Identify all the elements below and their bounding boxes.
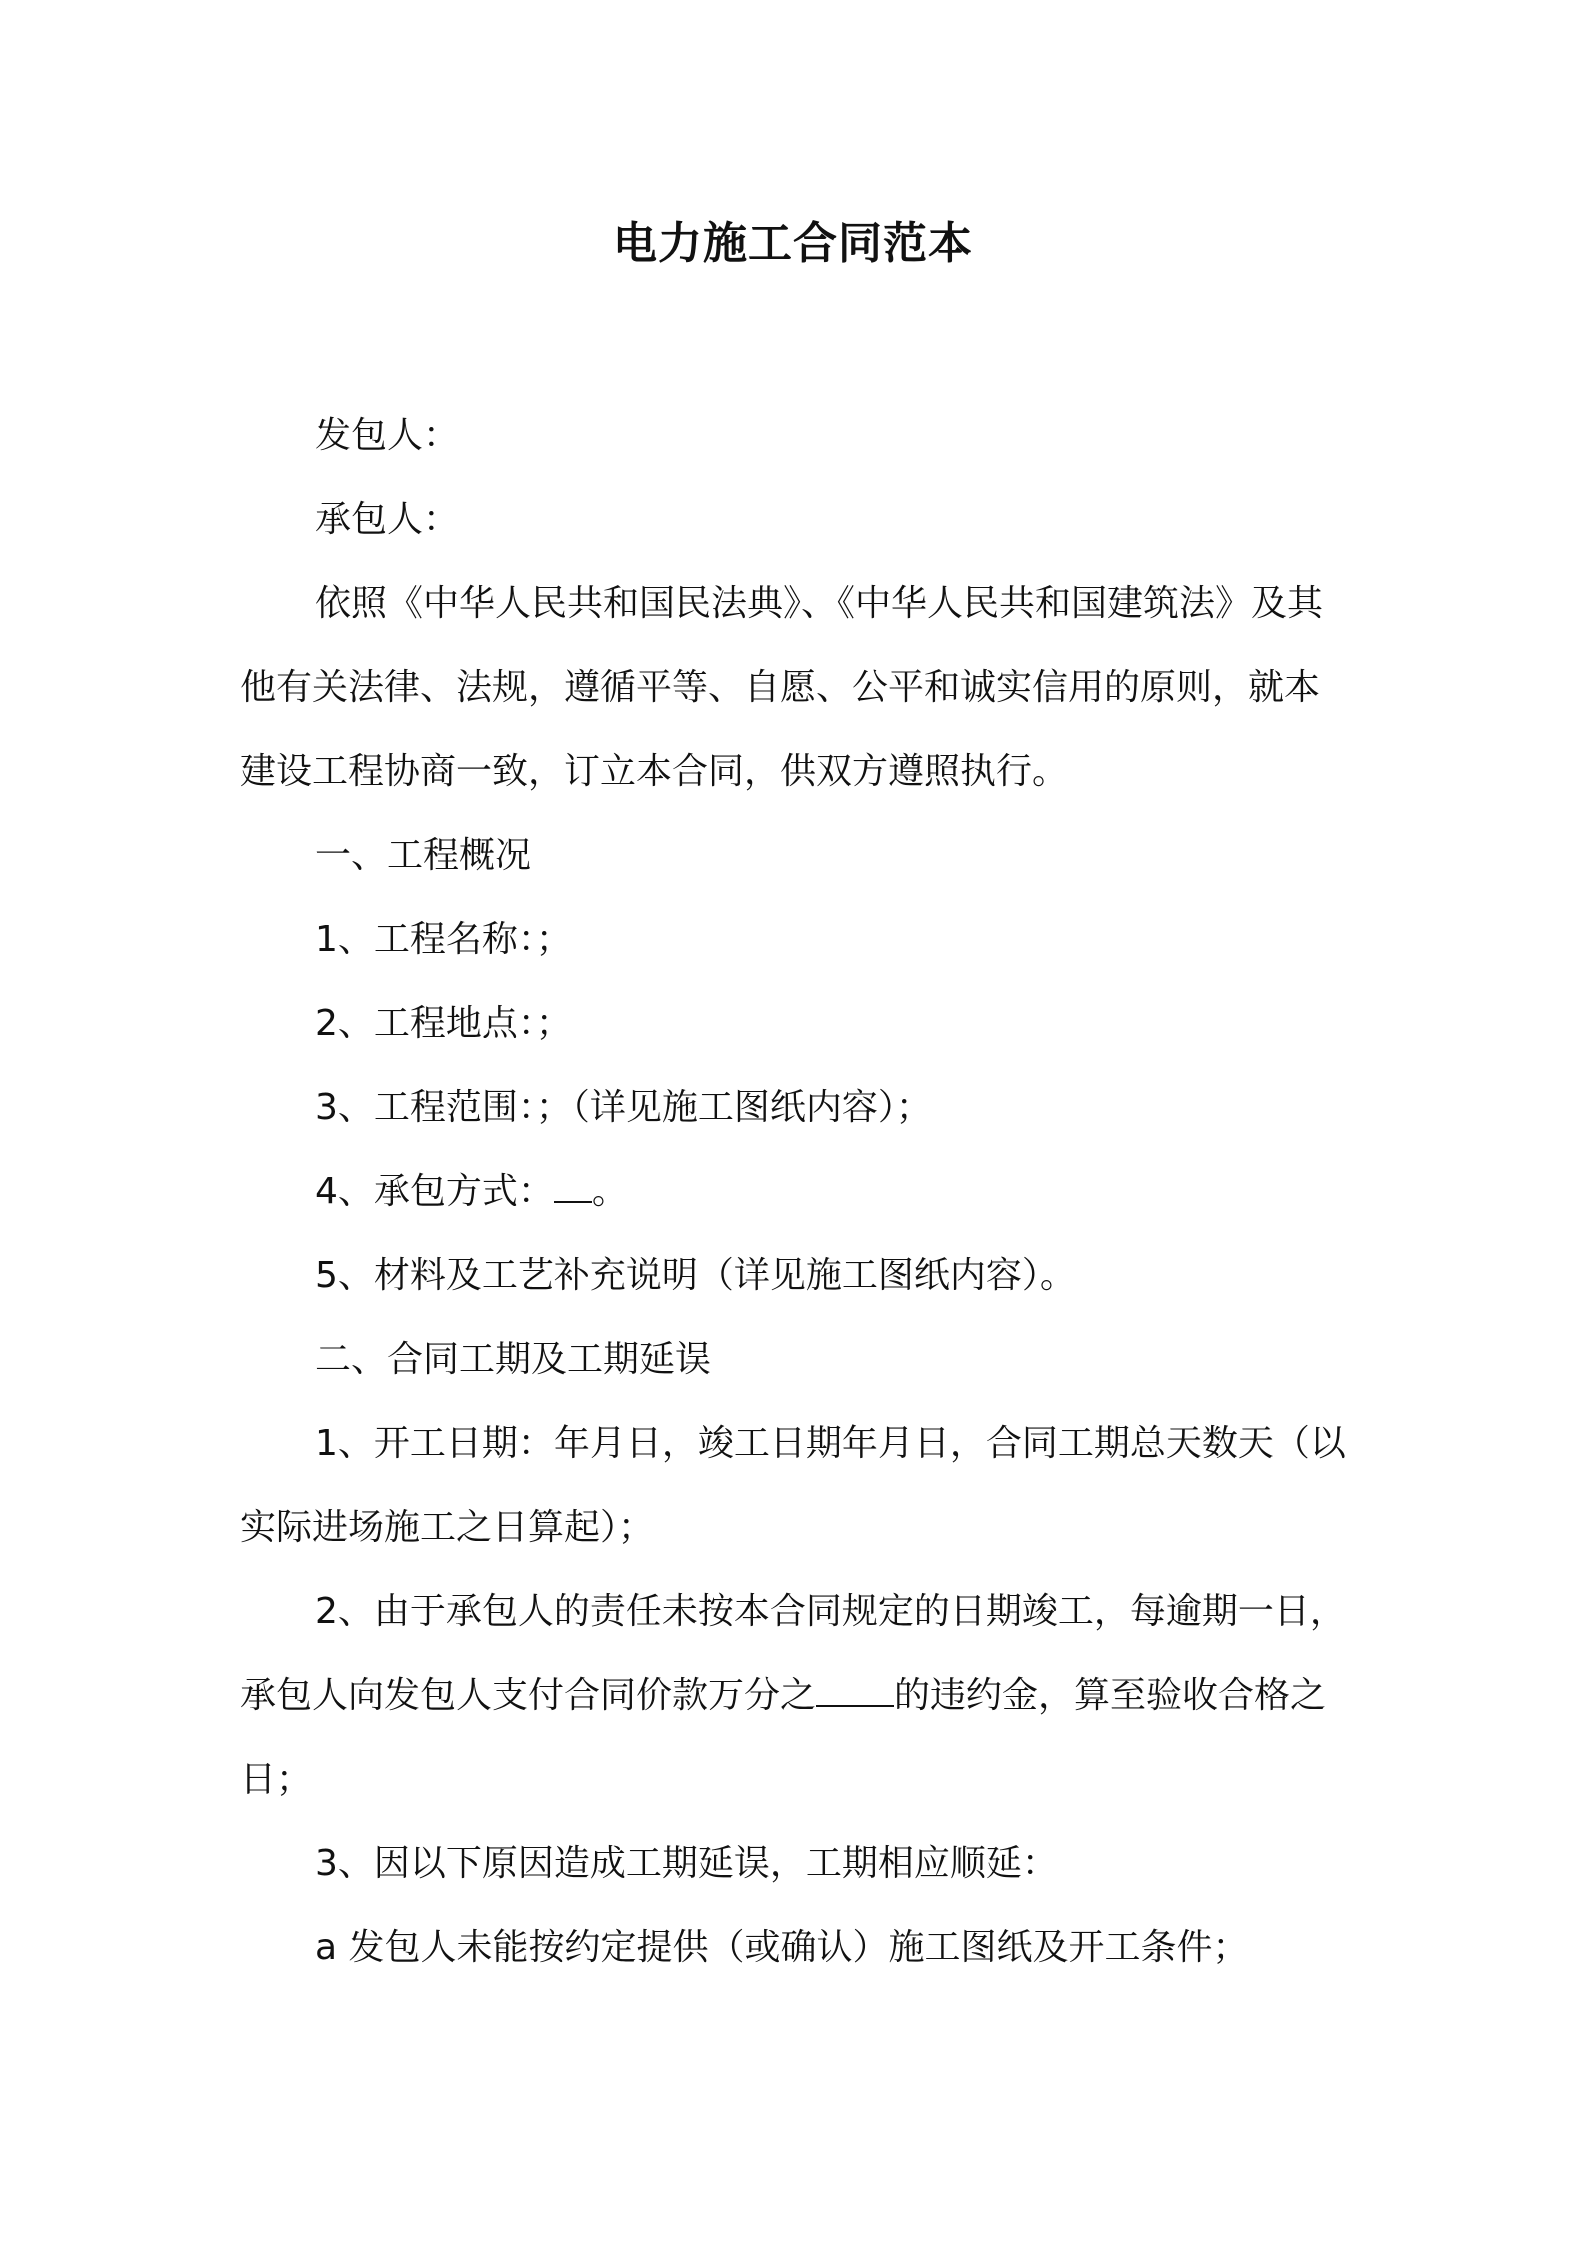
section1-item-contract-method <box>240 1150 1350 1234</box>
section1-heading: 一、工程概况 <box>315 835 532 876</box>
section2-heading: 二、合同工期及工期延误 <box>315 1339 712 1380</box>
section2-item-delay-causes: 3、因以下原因造成工期延误，工期相应顺延： <box>315 1843 1058 1884</box>
penalty-rate-blank <box>816 1675 894 1707</box>
preamble-paragraph: 依照《中华人民共和国民法典》、《中华人民共和国建筑法》及其他有关法律、法规，遵循平等、自愿、公平和诚实信用的原则，就本建设工程协商一致，订立本合同，供双方遵照执行。 <box>240 583 1324 792</box>
section1-item-project-name: 1、工程名称：； <box>315 919 572 960</box>
penalty-text-end: 的违约金，算至验收合格之日； <box>240 1675 1327 1800</box>
party-b-label: 承包人： <box>315 499 460 540</box>
section1-item-project-scope: 3、工程范围：；（详见施工图纸内容）； <box>315 1087 932 1128</box>
contract-method-end: 。 <box>591 1171 628 1212</box>
section2-item-penalty <box>240 1570 1350 1822</box>
contract-method-label: 4、承包方式： <box>315 1171 554 1212</box>
section1-item-project-location: 2、工程地点：； <box>315 1003 572 1044</box>
section2-item-dates: 1、开工日期：年月日，竣工日期年月日，合同工期总天数天（以实际进场施工之日算起）； <box>240 1423 1346 1548</box>
section2-item-delay-cause-a: a 发包人未能按约定提供（或确认）施工图纸及开工条件； <box>315 1927 1249 1968</box>
section1-item-materials: 5、材料及工艺补充说明（详见施工图纸内容）。 <box>315 1255 1076 1296</box>
penalty-text: 2、由于承包人的责任未按本合同规定的日期竣工，每逾期一日，承包人向发包人支付合同价款万分之 <box>240 1591 1346 1716</box>
party-a-label: 发包人： <box>315 415 460 456</box>
contract-method-blank <box>554 1171 592 1203</box>
document-title: 电力施工合同范本 <box>613 218 973 269</box>
